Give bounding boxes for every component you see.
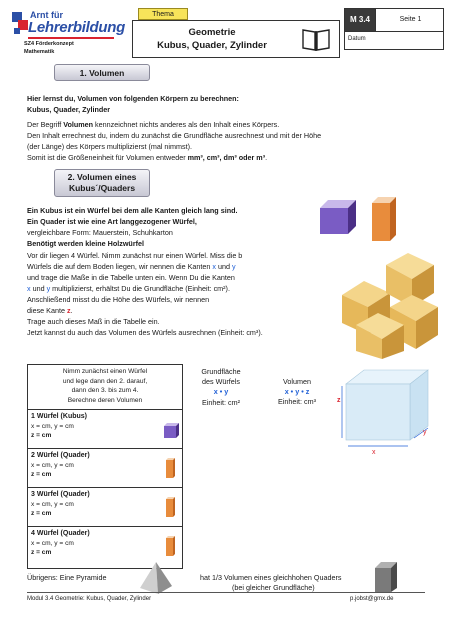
paragraph-line	[27, 306, 73, 317]
orange-cuboid-icon	[370, 195, 398, 243]
z-input[interactable]: z = cm	[31, 471, 52, 478]
column-header-line: Grundfläche	[201, 367, 241, 376]
grundflaeche-column-header	[186, 367, 256, 408]
paragraph-line: Den Inhalt errechnest du, indem du zunächst die Grundfläche ausrechnest und mit der Höhe	[27, 131, 322, 140]
text-span: multiplizierst, erhältst Du die Grundfläche (Einheit: cm²).	[50, 284, 230, 293]
instruction-line: und lege dann den 2. darauf,	[62, 377, 148, 385]
paragraph-line: vergleichbare Form: Mauerstein, Schuhkarton	[27, 228, 173, 237]
row-title: 1 Würfel (Kubus)	[31, 413, 87, 420]
var-y: y	[46, 284, 51, 293]
row-title: 3 Würfel (Quader)	[31, 491, 90, 498]
paragraph-line: Jetzt kannst du auch das Volumen des Würfels ausrechnen (Einheit: cm³).	[27, 328, 263, 337]
table-divider	[28, 448, 182, 449]
kubus-definition: Ein Kubus ist ein Würfel bei dem alle Kanten gleich lang sind.	[27, 206, 238, 215]
orange-cuboid-icon	[165, 457, 176, 479]
module-info-box	[344, 8, 444, 50]
date-field: Datum	[345, 31, 443, 51]
paragraph-line: Vor dir liegen 4 Würfel. Nimm zunächst nur einen Würfel. Miss die b	[27, 251, 243, 260]
measurement-table	[27, 364, 183, 569]
materials-line: Benötigt werden kleine Holzwürfel	[27, 239, 145, 248]
title-box	[132, 20, 340, 58]
logo-figure-icon	[10, 10, 30, 36]
text-span: .	[70, 306, 73, 315]
instruction-line: Berechne deren Volumen	[67, 396, 143, 404]
logo-underline	[28, 37, 114, 39]
paragraph-line	[27, 262, 236, 273]
intro-line2: Kubus, Quader, Zylinder	[27, 105, 111, 114]
logo-subtitle-2: Mathematik	[24, 49, 55, 55]
var-y: y	[232, 262, 236, 271]
row-title: 4 Würfel (Quader)	[31, 530, 90, 537]
unit-line	[186, 398, 256, 408]
orange-cuboid-icon	[165, 496, 176, 518]
section1-heading: 1. Volumen	[54, 64, 150, 81]
wooden-blocks-icon	[334, 253, 442, 359]
text-span: und	[30, 284, 47, 293]
text-span: kennzeichnet nichts anderes als den Inhalt eines Körpers.	[93, 120, 280, 129]
paragraph-line: und trage die Maße in die Tabelle unten ein. Wenn Du die Kanten	[27, 273, 235, 282]
closing-text-end: (bei gleicher Grundfläche)	[232, 583, 315, 592]
text-span: .	[265, 153, 268, 162]
units-line	[27, 153, 267, 164]
closing-text-start: Übrigens: Eine Pyramide	[27, 573, 107, 582]
volumen-column-header	[260, 377, 334, 408]
paragraph-line: (der Länge) des Körpers multiplizierst (mal nimmst).	[27, 142, 192, 151]
instruction-line: dann den 3. bis zum 4.	[71, 387, 139, 394]
xy-input[interactable]: x = cm, y = cm	[31, 500, 74, 508]
grey-cuboid-icon	[373, 560, 399, 594]
section2-heading-line1: 2. Volumen eines	[67, 172, 137, 182]
z-input[interactable]: z = cm	[31, 510, 52, 517]
xy-input[interactable]: x = cm, y = cm	[31, 461, 74, 469]
quader-definition: Ein Quader ist wie eine Art langgezogener Würfel,	[27, 217, 197, 226]
paragraph-line: Trage auch dieses Maß in die Tabelle ein.	[27, 317, 160, 326]
table-divider	[28, 409, 182, 410]
z-input[interactable]: z = cm	[31, 549, 52, 556]
table-divider	[28, 487, 182, 488]
section2-heading	[54, 169, 150, 197]
footer-divider	[27, 592, 425, 593]
xy-input[interactable]: x = cm, y = cm	[31, 422, 74, 430]
purple-cube-icon	[318, 198, 358, 236]
logo-title-line1: Arnt für	[30, 10, 63, 20]
text-span: und	[216, 262, 232, 271]
label-x: x	[372, 449, 376, 456]
cube-dimension-diagram	[336, 366, 432, 454]
footer-email: p.jobst@gmx.de	[350, 596, 394, 602]
xy-input[interactable]: x = cm, y = cm	[31, 539, 74, 547]
var-x: x	[27, 284, 31, 293]
paragraph-line: Anschließend misst du die Höhe des Würfels, wir nennen	[27, 295, 210, 304]
column-header-line: Volumen	[283, 377, 311, 386]
paragraph-line	[27, 284, 230, 295]
closing-text-middle: hat 1/3 Volumen eines gleichhohen Quaders	[200, 573, 342, 582]
table-divider	[28, 526, 182, 527]
open-book-icon	[301, 25, 331, 53]
unit-text: Einheit: cm²	[202, 397, 240, 407]
orange-cuboid-icon	[165, 535, 176, 557]
pyramid-icon	[138, 560, 174, 596]
volume-units: mm³, cm³, dm³ oder m³	[187, 153, 266, 162]
formula-xyz: x • y • z	[284, 387, 310, 397]
page-title-line2: Kubus, Quader, Zylinder	[157, 40, 267, 51]
page-title-line1: Geometrie	[188, 27, 236, 38]
formula-xy: x • y	[213, 387, 229, 397]
column-header-line: des Würfels	[202, 377, 240, 387]
label-z: z	[337, 397, 341, 404]
row-title: 2 Würfel (Quader)	[31, 452, 90, 459]
table-instructions	[28, 367, 182, 405]
instruction-line: Nimm zunächst einen Würfel	[62, 368, 148, 375]
logo-subtitle-1: SZ4 Förderkonzept	[24, 41, 74, 47]
text-span: Würfels die auf dem Boden liegen, wir nennen die Kanten	[27, 262, 213, 271]
footer-module: Modul 3.4 Geometrie: Kubus, Quader, Zylinder	[27, 596, 152, 602]
logo	[8, 8, 128, 60]
unit-text: Einheit: cm³	[278, 397, 316, 407]
table-row	[31, 529, 181, 558]
table-row	[31, 412, 181, 441]
text-span: Der Begriff	[27, 120, 64, 129]
purple-cube-icon	[163, 422, 180, 439]
text-span: Somit ist die Größeneinheit für Volumen entweder	[27, 153, 188, 162]
var-x: x	[212, 262, 216, 271]
text-span: diese Kante	[27, 306, 67, 315]
table-row	[31, 451, 181, 480]
thema-tab: Thema	[138, 8, 188, 20]
module-code: M 3.4	[345, 9, 375, 31]
label-y: y	[423, 429, 427, 436]
z-input[interactable]: z = cm	[31, 432, 52, 439]
var-z: z	[66, 306, 71, 315]
page-number: Seite 1	[375, 9, 445, 31]
intro-line1: Hier lernst du, Volumen von folgenden Körpern zu berechnen:	[27, 94, 239, 103]
section2-heading-line2: Kubus´/Quaders	[68, 183, 136, 193]
logo-title-line2: Lehrerbildung	[28, 19, 125, 36]
volumen-term: Volumen	[63, 120, 94, 129]
table-row	[31, 490, 181, 519]
volume-definition	[27, 120, 279, 131]
